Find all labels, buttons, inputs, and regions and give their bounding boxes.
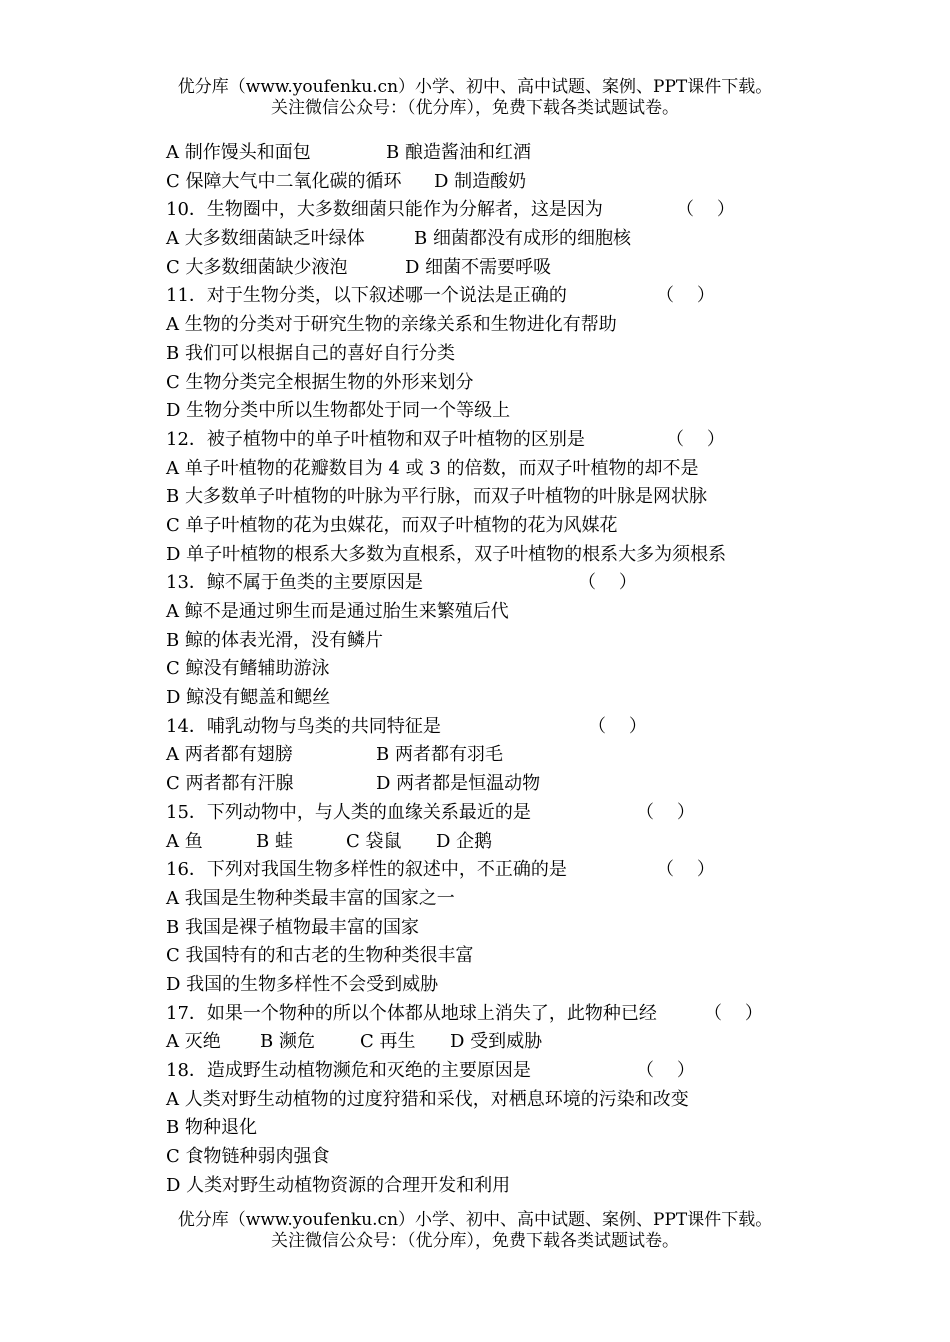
q18-option-a: [166, 1086, 866, 1115]
q12-answer-paren: （ ）: [666, 428, 725, 450]
q14-row-ab: [166, 741, 866, 770]
q11-option-d-text: D 生物分类中所以生物都处于同一个等级上: [166, 400, 511, 422]
q12-stem: [166, 426, 866, 455]
q12-option-b-text: B 大多数单子叶植物的叶脉为平行脉，而双子叶植物的叶脉是网状脉: [166, 486, 707, 508]
q11-option-c-text: C 生物分类完全根据生物的外形来划分: [166, 371, 474, 393]
q17-option-c: C 再生: [360, 1031, 416, 1053]
header-line-1: 优分库（www.youfenku.cn）小学、初中、高中试题、案例、PPT课件下载。: [177, 77, 773, 97]
q14-row-cd: [166, 770, 866, 799]
q14-stem: [166, 713, 866, 742]
q10-option-d: D 细菌不需要呼吸: [405, 256, 552, 278]
q16-option-b: [166, 914, 866, 943]
q11-stem-text: 11．对于生物分类，以下叙述哪一个说法是正确的: [166, 285, 567, 307]
q17-answer-paren: （ ）: [704, 1002, 763, 1024]
q18-option-c-text: C 食物链种弱肉强食: [166, 1146, 330, 1168]
header-line-2: 关注微信公众号：（优分库），免费下载各类试题试卷。: [271, 98, 679, 118]
q16-option-c-text: C 我国特有的和古老的生物种类很丰富: [166, 945, 474, 967]
q14-option-a: A 两者都有翅膀: [166, 744, 293, 766]
q13-option-a: [166, 598, 866, 627]
q15-option-c: C 袋鼠: [346, 830, 402, 852]
q12-option-c: [166, 512, 866, 541]
q10-option-a: A 大多数细菌缺乏叶绿体: [166, 228, 365, 250]
question-list: [166, 139, 866, 1200]
q12-stem-text: 12．被子植物中的单子叶植物和双子叶植物的区别是: [166, 428, 585, 450]
q13-stem-text: 13．鲸不属于鱼类的主要原因是: [166, 572, 423, 594]
q10-option-b: B 细菌都没有成形的细胞核: [414, 228, 631, 250]
footer-line-1: 优分库（www.youfenku.cn）小学、初中、高中试题、案例、PPT课件下载。: [177, 1210, 773, 1230]
q16-option-b-text: B 我国是裸子植物最丰富的国家: [166, 916, 419, 938]
q18-option-b-text: B 物种退化: [166, 1117, 257, 1139]
q14-option-b: B 两者都有羽毛: [376, 744, 503, 766]
q9-option-c: C 保障大气中二氧化碳的循环: [166, 170, 402, 192]
q16-option-c: [166, 942, 866, 971]
q18-stem: [166, 1057, 866, 1086]
q12-option-c-text: C 单子叶植物的花为虫媒花，而双子叶植物的花为风媒花: [166, 514, 618, 536]
footer-line-2: 关注微信公众号：（优分库），免费下载各类试题试卷。: [271, 1231, 679, 1251]
page-footer: [0, 1210, 950, 1252]
q13-option-b-text: B 鲸的体表光滑，没有鳞片: [166, 629, 383, 651]
q14-answer-paren: （ ）: [588, 715, 647, 737]
q13-answer-paren: （ ）: [578, 572, 637, 594]
page-header: [0, 77, 950, 119]
q11-answer-paren: （ ）: [656, 285, 715, 307]
q11-stem: [166, 282, 866, 311]
q18-option-c: [166, 1143, 866, 1172]
q17-option-d: D 受到威胁: [450, 1031, 543, 1053]
q10-row-cd: [166, 254, 866, 283]
q10-stem-text: 10．生物圈中，大多数细菌只能作为分解者，这是因为: [166, 199, 603, 221]
q15-answer-paren: （ ）: [636, 801, 695, 823]
q12-option-a-text: A 单子叶植物的花瓣数目为 4 或 3 的倍数，而双子叶植物的却不是: [166, 457, 699, 479]
q15-option-d: D 企鹅: [436, 830, 493, 852]
q14-stem-text: 14．哺乳动物与鸟类的共同特征是: [166, 715, 441, 737]
q10-option-c: C 大多数细菌缺少液泡: [166, 256, 348, 278]
q10-row-ab: [166, 225, 866, 254]
q12-option-a: [166, 455, 866, 484]
q17-stem: [166, 1000, 866, 1029]
q16-option-d-text: D 我国的生物多样性不会受到威胁: [166, 973, 439, 995]
q13-option-c: [166, 655, 866, 684]
q11-option-b-text: B 我们可以根据自己的喜好自行分类: [166, 342, 455, 364]
q9-row-cd: [166, 168, 866, 197]
q10-stem: [166, 196, 866, 225]
q12-option-d: [166, 541, 866, 570]
q16-stem: [166, 856, 866, 885]
q13-option-b: [166, 627, 866, 656]
q15-option-b: B 蛙: [256, 830, 293, 852]
q13-option-d: [166, 684, 866, 713]
q11-option-b: [166, 340, 866, 369]
q16-stem-text: 16．下列对我国生物多样性的叙述中，不正确的是: [166, 859, 567, 881]
q18-answer-paren: （ ）: [636, 1060, 695, 1081]
q18-option-d: [166, 1172, 866, 1201]
q15-stem: [166, 799, 866, 828]
q13-option-a-text: A 鲸不是通过卵生而是通过胎生来繁殖后代: [166, 601, 509, 622]
q12-option-d-text: D 单子叶植物的根系大多数为直根系，双子叶植物的根系大多为须根系: [166, 543, 727, 565]
q11-option-a: [166, 311, 866, 340]
q17-option-a: A 灭绝: [166, 1031, 221, 1053]
q15-stem-text: 15．下列动物中，与人类的血缘关系最近的是: [166, 801, 531, 823]
q15-option-a: A 鱼: [166, 830, 203, 852]
q18-option-d-text: D 人类对野生动植物资源的合理开发和利用: [166, 1174, 511, 1196]
q13-stem: [166, 569, 866, 598]
q15-row-abcd: [166, 828, 866, 857]
q17-stem-text: 17．如果一个物种的所以个体都从地球上消失了，此物种已经: [166, 1002, 657, 1024]
q13-option-c-text: C 鲸没有鳍辅助游泳: [166, 658, 330, 680]
q11-option-a-text: A 生物的分类对于研究生物的亲缘关系和生物进化有帮助: [166, 314, 617, 336]
q16-option-a: [166, 885, 866, 914]
q18-stem-text: 18．造成野生动植物濒危和灭绝的主要原因是: [166, 1060, 531, 1081]
q14-option-c: C 两者都有汗腺: [166, 773, 294, 795]
q13-option-d-text: D 鲸没有鳃盖和鳃丝: [166, 687, 331, 709]
q18-option-b: [166, 1114, 866, 1143]
q16-option-a-text: A 我国是生物种类最丰富的国家之一: [166, 887, 455, 909]
q9-row-ab: [166, 139, 866, 168]
q18-option-a-text: A 人类对野生动植物的过度狩猎和采伐，对栖息环境的污染和改变: [166, 1088, 689, 1110]
q12-option-b: [166, 483, 866, 512]
q16-option-d: [166, 971, 866, 1000]
q17-option-b: B 濒危: [260, 1031, 315, 1053]
q16-answer-paren: （ ）: [656, 859, 715, 881]
q17-row-abcd: [166, 1028, 866, 1057]
q11-option-c: [166, 369, 866, 398]
q9-option-b: B 酿造酱油和红酒: [386, 142, 531, 163]
q11-option-d: [166, 397, 866, 426]
q9-option-d: D 制造酸奶: [434, 170, 527, 192]
q14-option-d: D 两者都是恒温动物: [376, 773, 541, 795]
q10-answer-paren: （ ）: [676, 199, 735, 221]
q9-option-a: A 制作馒头和面包: [166, 142, 311, 163]
